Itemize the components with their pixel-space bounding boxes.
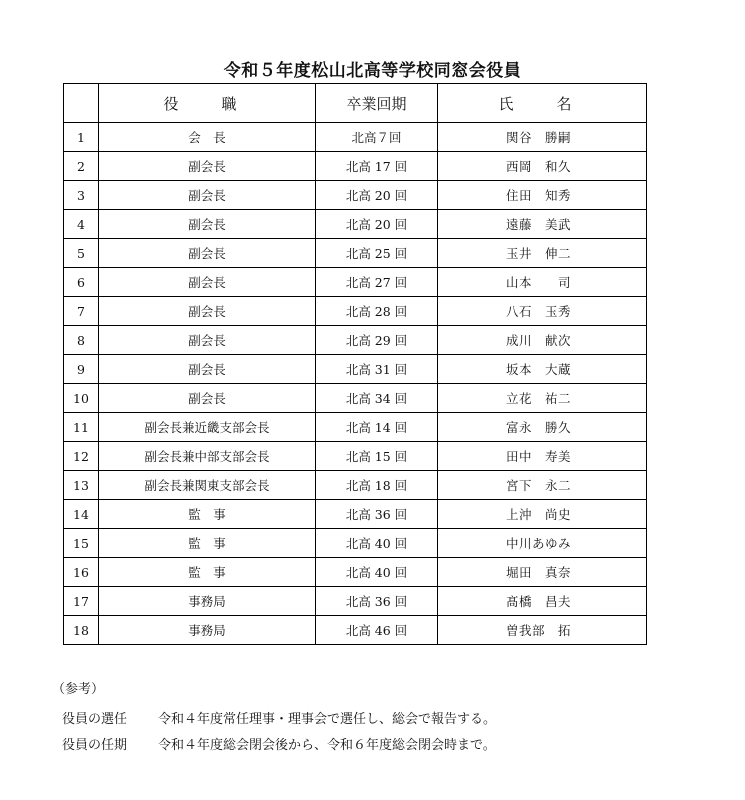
row-class: 北高 28 回 (316, 297, 438, 326)
row-name: 西岡 和久 (438, 152, 647, 181)
row-class: 北高 20 回 (316, 210, 438, 239)
table-row (64, 413, 647, 442)
row-name: 堀田 真奈 (438, 558, 647, 587)
row-number: 17 (64, 587, 99, 616)
row-name: 立花 祐二 (438, 384, 647, 413)
row-role: 副会長 (99, 181, 316, 210)
row-name: 八石 玉秀 (438, 297, 647, 326)
page-title: 令和５年度松山北高等学校同窓会役員 (223, 61, 522, 81)
row-role: 副会長兼近畿支部会長 (99, 413, 316, 442)
table-row (64, 355, 647, 384)
row-class: 北高 40 回 (316, 529, 438, 558)
row-role: 副会長 (99, 384, 316, 413)
officers-table (63, 83, 647, 645)
row-number: 6 (64, 268, 99, 297)
table-row (64, 123, 647, 152)
row-name: 住田 知秀 (438, 181, 647, 210)
row-name: 坂本 大蔵 (438, 355, 647, 384)
notes-heading: （参考） (52, 682, 105, 697)
row-class: 北高 18 回 (316, 471, 438, 500)
row-number: 9 (64, 355, 99, 384)
header-role: 役 職 (99, 84, 316, 123)
row-role: 監 事 (99, 558, 316, 587)
row-role: 事務局 (99, 587, 316, 616)
row-class: 北高 46 回 (316, 616, 438, 645)
row-role: 監 事 (99, 500, 316, 529)
note-label: 役員の任期 (62, 738, 128, 753)
table-row (64, 558, 647, 587)
row-number: 11 (64, 413, 99, 442)
table-row (64, 442, 647, 471)
row-number: 4 (64, 210, 99, 239)
row-number: 14 (64, 500, 99, 529)
row-role: 副会長 (99, 297, 316, 326)
row-class: 北高 20 回 (316, 181, 438, 210)
table-row (64, 152, 647, 181)
note-term (62, 733, 496, 759)
row-name: 田中 寿美 (438, 442, 647, 471)
table-row (64, 471, 647, 500)
row-name: 中川あゆみ (438, 529, 647, 558)
row-role: 副会長 (99, 239, 316, 268)
row-class: 北高 17 回 (316, 152, 438, 181)
row-number: 10 (64, 384, 99, 413)
table-row (64, 529, 647, 558)
row-role: 副会長 (99, 268, 316, 297)
header-name: 氏 名 (438, 84, 647, 123)
row-class: 北高 31 回 (316, 355, 438, 384)
row-class: 北高 27 回 (316, 268, 438, 297)
row-class: 北高 29 回 (316, 326, 438, 355)
row-class: 北高 36 回 (316, 500, 438, 529)
table-row (64, 326, 647, 355)
table-row (64, 239, 647, 268)
table-row (64, 500, 647, 529)
row-class: 北高 25 回 (316, 239, 438, 268)
header-class: 卒業回期 (316, 84, 438, 123)
row-number: 3 (64, 181, 99, 210)
row-name: 曽我部 拓 (438, 616, 647, 645)
row-name: 山本 司 (438, 268, 647, 297)
table-row (64, 616, 647, 645)
table-row (64, 268, 647, 297)
row-role: 会 長 (99, 123, 316, 152)
row-number: 2 (64, 152, 99, 181)
row-number: 12 (64, 442, 99, 471)
note-label: 役員の選任 (62, 712, 128, 727)
row-name: 上沖 尚史 (438, 500, 647, 529)
row-name: 成川 献次 (438, 326, 647, 355)
row-number: 7 (64, 297, 99, 326)
table-row (64, 297, 647, 326)
row-role: 副会長 (99, 210, 316, 239)
row-role: 事務局 (99, 616, 316, 645)
row-class: 北高 40 回 (316, 558, 438, 587)
note-text: 令和４年度総会閉会後から、令和６年度総会閉会時まで。 (158, 738, 496, 753)
notes-section (52, 678, 496, 759)
row-class: 北高 14 回 (316, 413, 438, 442)
row-number: 16 (64, 558, 99, 587)
row-role: 副会長兼関東支部会長 (99, 471, 316, 500)
row-number: 8 (64, 326, 99, 355)
row-name: 宮下 永二 (438, 471, 647, 500)
header-no (64, 84, 99, 123)
table-row (64, 384, 647, 413)
row-role: 副会長 (99, 326, 316, 355)
row-class: 北高 15 回 (316, 442, 438, 471)
row-name: 関谷 勝嗣 (438, 123, 647, 152)
row-class: 北高７回 (316, 123, 438, 152)
note-text: 令和４年度常任理事・理事会で選任し、総会で報告する。 (158, 712, 497, 727)
row-number: 15 (64, 529, 99, 558)
row-number: 5 (64, 239, 99, 268)
table-body (64, 123, 647, 645)
row-name: 遠藤 美武 (438, 210, 647, 239)
row-name: 富永 勝久 (438, 413, 647, 442)
table-header-row (64, 84, 647, 123)
table-row (64, 181, 647, 210)
row-role: 副会長兼中部支部会長 (99, 442, 316, 471)
table-row (64, 587, 647, 616)
row-name: 玉井 伸二 (438, 239, 647, 268)
row-number: 13 (64, 471, 99, 500)
row-number: 1 (64, 123, 99, 152)
row-role: 副会長 (99, 152, 316, 181)
row-role: 監 事 (99, 529, 316, 558)
row-number: 18 (64, 616, 99, 645)
note-selection (62, 707, 496, 733)
table-row (64, 210, 647, 239)
row-class: 北高 34 回 (316, 384, 438, 413)
row-role: 副会長 (99, 355, 316, 384)
row-name: 髙橋 昌夫 (438, 587, 647, 616)
row-class: 北高 36 回 (316, 587, 438, 616)
